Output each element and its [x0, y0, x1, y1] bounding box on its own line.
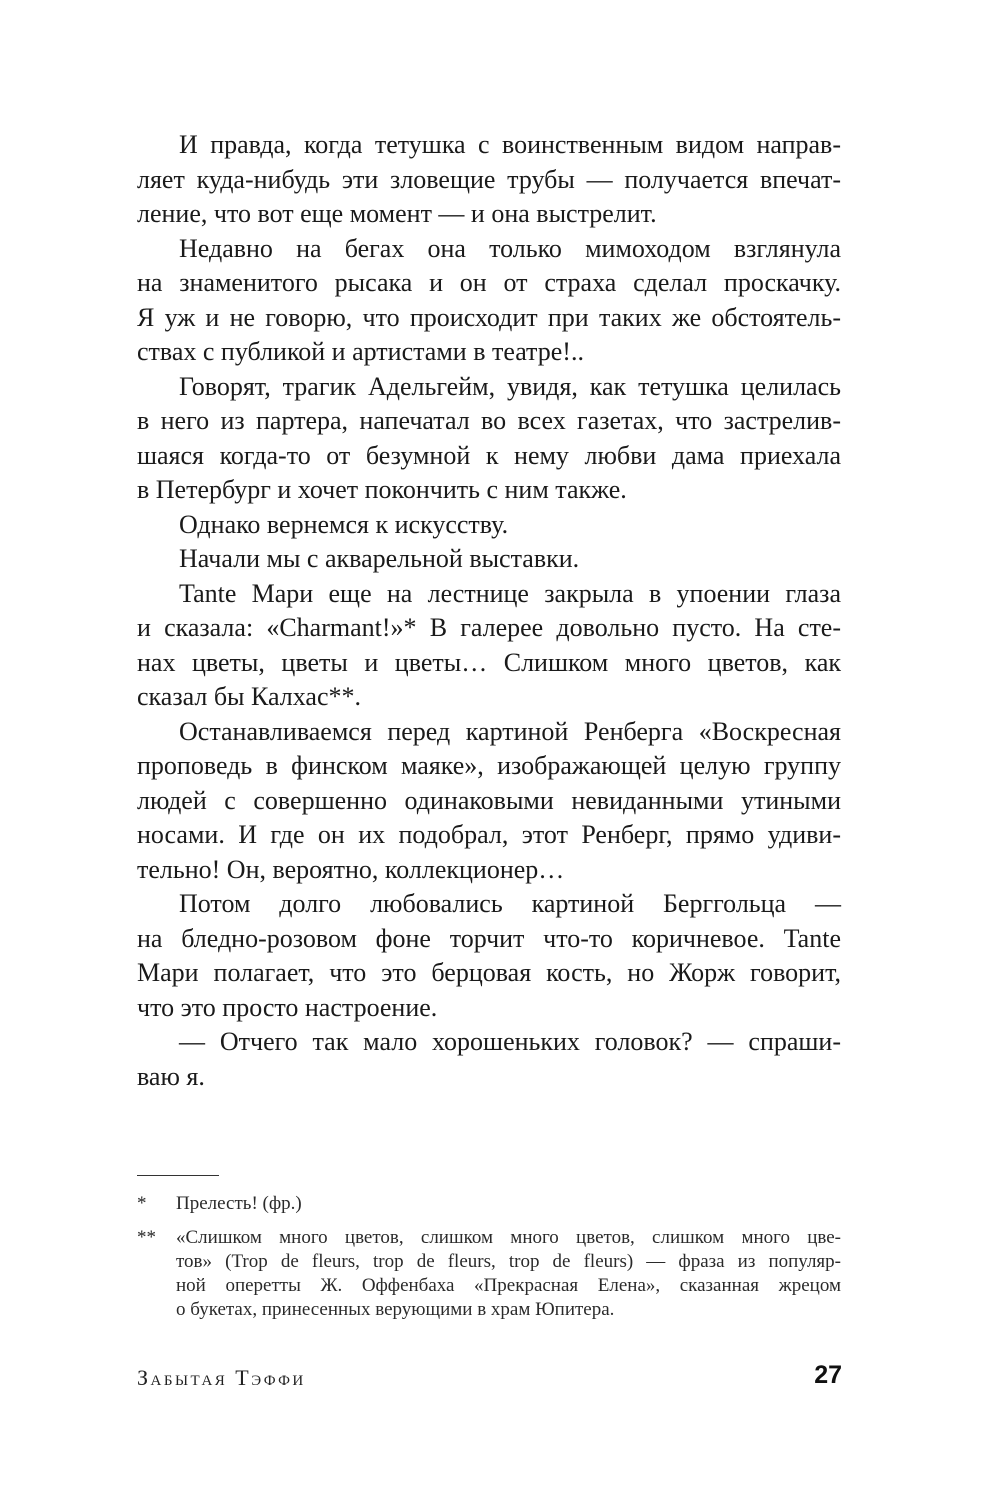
footnote-divider [137, 1175, 219, 1176]
text-line: людей с совершенно одинаковыми невиданными утиными [137, 785, 841, 815]
footnote-mark: * [137, 1193, 147, 1214]
text-line: что это просто настроение. [137, 992, 438, 1022]
footnote-body [176, 1226, 841, 1322]
text-line: Я уж и не говорю, что происходит при таких же обстоятель- [137, 302, 841, 332]
text-line: в Петербург и хочет покончить с ним также. [137, 475, 627, 504]
text-line: тельно! Он, вероятно, коллекционер… [137, 854, 565, 884]
footnote-mark: ** [137, 1227, 156, 1248]
text-line: сказал бы Калхас**. [137, 682, 362, 711]
footnotes [137, 1192, 841, 1332]
text-line: И правда, когда тетушка с воинственным видом направ- [179, 130, 841, 159]
running-footer-title [137, 1365, 306, 1391]
text-line: на бледно-розовом фоне торчит что-то коричневое. Tante [137, 923, 841, 953]
text-line: ствах с публикой и артистами в театре!.. [137, 337, 584, 366]
text-line: — Отчего так мало хорошеньких головок? — спраши- [179, 1027, 841, 1056]
text-line: нах цветы, цветы и цветы… Слишком много цветов, как [137, 647, 841, 677]
footnote-line: о букетах, принесенных верующими в храм Юпитера. [176, 1299, 615, 1320]
footnote-line: Прелесть! (фр.) [176, 1193, 302, 1214]
text-line: на знаменитого рысака и он от страха сделал проскачку. [137, 268, 841, 297]
text-line: Потом долго любовались картиной Берггольца — [179, 889, 841, 918]
text-line: в него из партера, напечатал во всех газетах, что застрелив- [137, 406, 841, 435]
text-line: ваю я. [137, 1061, 205, 1091]
footnote-line: ной оперетты Ж. Оффенбаха «Прекрасная Елена», сказанная жрецом [176, 1275, 841, 1296]
text-line: Останавливаемся перед картиной Ренберга «Воскресная [179, 716, 841, 746]
text-line: и сказала: «Charmant!»* В галерее довольно пусто. На сте- [137, 613, 841, 642]
main-text [137, 128, 841, 1094]
text-line: Мари полагает, что это берцовая кость, но Жорж говорит, [137, 958, 841, 987]
footnote-line: тов» (Trop de fleurs, trop de fleurs, trop de fleurs) — фраза из популяр- [176, 1251, 841, 1272]
text-line: Начали мы с акварельной выставки. [179, 544, 580, 573]
footnote-body [176, 1192, 841, 1216]
text-line: ляет куда-нибудь эти зловещие трубы — получается впечат- [137, 164, 841, 194]
page-number: 27 [814, 1361, 842, 1389]
footnote [137, 1192, 841, 1216]
text-line: шаяся когда-то от безумной к нему любви дама приехала [137, 440, 841, 470]
text-line: проповедь в финском маяке», изображающей целую группу [137, 751, 841, 780]
footnote-line: «Слишком много цветов, слишком много цветов, слишком много цве- [176, 1227, 841, 1248]
footnote [137, 1226, 841, 1322]
text-line: Tante Мари еще на лестнице закрыла в упоении глаза [179, 578, 841, 608]
text-line: Однако вернемся к искусству. [179, 509, 509, 539]
text-line: ление, что вот еще момент — и она выстрелит. [137, 199, 657, 228]
book-title: Забытая Тэффи [137, 1365, 306, 1390]
text-line: носами. И где он их подобрал, этот Ренберг, прямо удиви- [137, 820, 841, 849]
text-line: Недавно на бегах она только мимоходом взглянула [179, 233, 841, 263]
text-line: Говорят, трагик Адельгейм, увидя, как тетушка целилась [179, 371, 841, 401]
